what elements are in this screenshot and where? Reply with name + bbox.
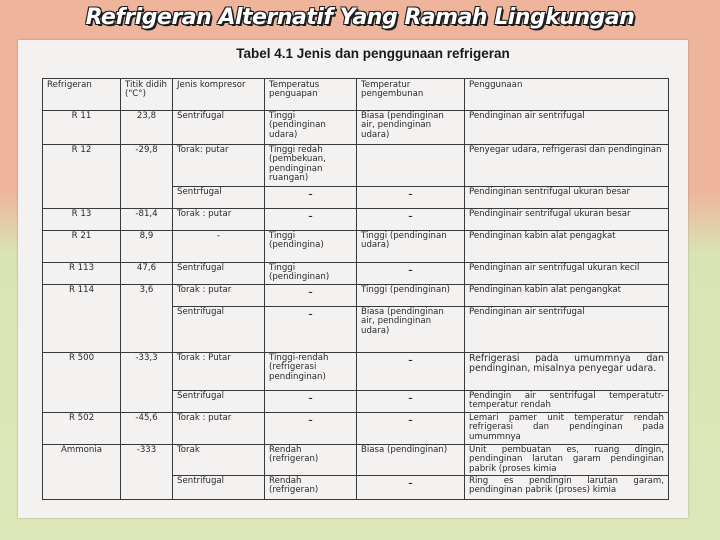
cell-pengembunan: - [357, 475, 465, 499]
table-row [43, 231, 669, 263]
header-penggunaan: Penggunaan [465, 79, 669, 111]
cell-kompresor: Torak : putar [173, 413, 265, 445]
cell-pengembunan [357, 145, 465, 187]
cell-refrigeran: R 500 [43, 353, 121, 413]
cell-kompresor: Torak [173, 445, 265, 476]
cell-penguapan: Tinggi (pendingina) [265, 231, 357, 263]
cell-kompresor: Sentrifugal [173, 263, 265, 285]
cell-titik-didih: 3,6 [121, 285, 173, 353]
header-temp-pengembunan: Temperatur pengembunan [357, 79, 465, 111]
cell-titik-didih: -29,8 [121, 145, 173, 209]
cell-penguapan: Tinggi (pendinginan udara) [265, 111, 357, 145]
cell-pengembunan: - [357, 263, 465, 285]
cell-titik-didih: -81,4 [121, 209, 173, 231]
cell-penggunaan: Pendinginan kabin alat pengagkat [465, 231, 669, 263]
cell-penggunaan: Ring es pendingin larutan garam, pendinginan pabrik (proses) kimia [465, 475, 669, 499]
cell-titik-didih: -33,3 [121, 353, 173, 413]
table-row [43, 285, 669, 307]
table-row [43, 209, 669, 231]
cell-pengembunan: - [357, 353, 465, 391]
cell-kompresor: Sentrifugal [173, 391, 265, 413]
cell-kompresor: Sentrifugal [173, 111, 265, 145]
cell-kompresor: - [173, 231, 265, 263]
cell-pengembunan: - [357, 187, 465, 209]
cell-kompresor: Torak: putar [173, 145, 265, 187]
cell-penguapan: - [265, 285, 357, 307]
cell-penguapan: Rendah (refrigeran) [265, 445, 357, 476]
header-refrigeran: Refrigeran [43, 79, 121, 111]
table-row [43, 353, 669, 391]
cell-refrigeran: R 13 [43, 209, 121, 231]
table-row [43, 263, 669, 285]
cell-refrigeran: Ammonia [43, 445, 121, 500]
cell-titik-didih: 23,8 [121, 111, 173, 145]
cell-kompresor: Torak : Putar [173, 353, 265, 391]
cell-penggunaan: Pendinginan air sentrifugal [465, 111, 669, 145]
cell-pengembunan: Tinggi (pendinginan) [357, 285, 465, 307]
cell-refrigeran: R 12 [43, 145, 121, 209]
cell-penguapan: - [265, 413, 357, 445]
header-temp-penguapan: Temperatus penguapan [265, 79, 357, 111]
header-jenis-kompresor: Jenis kompresor [173, 79, 265, 111]
cell-penggunaan: Lemari pamer unit temperatur rendah refrigerasi dan pendinginan pada umummnya [465, 413, 669, 445]
cell-penggunaan: Pendingin air sentrifugal temperatutr-temperatur rendah [465, 391, 669, 413]
cell-penggunaan: Pendinginair sentrifugal ukuran besar [465, 209, 669, 231]
cell-refrigeran: R 21 [43, 231, 121, 263]
cell-refrigeran: R 113 [43, 263, 121, 285]
cell-penggunaan: Unit pembuatan es, ruang dingin, pendinginan larutan garam pendinginan pabrik (proses kimia [465, 445, 669, 476]
cell-penggunaan: Pendinginan air sentrifugal [465, 307, 669, 353]
cell-penggunaan: Pendinginan sentrifugal ukuran besar [465, 187, 669, 209]
cell-pengembunan: Biasa (pendinginan) [357, 445, 465, 476]
cell-penggunaan: Refrigerasi pada umummnya dan pendinginan, misalnya penyegar udara. [465, 353, 669, 391]
table-row [43, 145, 669, 187]
cell-penguapan: Tinggi redah (pembekuan, pendinginan ruangan) [265, 145, 357, 187]
cell-penguapan: - [265, 307, 357, 353]
cell-penggunaan: Penyegar udara, refrigerasi dan pendinginan [465, 145, 669, 187]
cell-penguapan: Rendah (refrigeran) [265, 475, 357, 499]
cell-titik-didih: -333 [121, 445, 173, 500]
cell-penggunaan: Pendinginan kabin alat pengangkat [465, 285, 669, 307]
refrigerant-table [42, 78, 669, 500]
cell-pengembunan: - [357, 209, 465, 231]
cell-titik-didih: -45,6 [121, 413, 173, 445]
table-caption: Tabel 4.1 Jenis dan penggunaan refrigeran [236, 46, 510, 61]
cell-penguapan: Tinggi (pendinginan) [265, 263, 357, 285]
cell-pengembunan: Tinggi (pendinginan udara) [357, 231, 465, 263]
cell-pengembunan: Biasa (pendinginan air, pendinginan udara) [357, 111, 465, 145]
cell-refrigeran: R 114 [43, 285, 121, 353]
cell-penggunaan: Pendinginan air sentrifugal ukuran kecil [465, 263, 669, 285]
cell-pengembunan: Biasa (pendinginan air, pendinginan udara) [357, 307, 465, 353]
cell-penguapan: - [265, 187, 357, 209]
cell-refrigeran: R 502 [43, 413, 121, 445]
cell-pengembunan: - [357, 391, 465, 413]
cell-refrigeran: R 11 [43, 111, 121, 145]
cell-penguapan: - [265, 209, 357, 231]
cell-pengembunan: - [357, 413, 465, 445]
scanned-table-page [18, 40, 688, 518]
cell-kompresor: Torak : putar [173, 209, 265, 231]
table-header-row [43, 79, 669, 111]
cell-penguapan: - [265, 391, 357, 413]
cell-penguapan: Tinggi-rendah (refrigerasi pendinginan) [265, 353, 357, 391]
table-row [43, 111, 669, 145]
table-row [43, 413, 669, 445]
cell-kompresor: Sentrfugal [173, 187, 265, 209]
cell-kompresor: Sentrifugal [173, 475, 265, 499]
header-titik-didih: Titik didih ("C°) [121, 79, 173, 111]
cell-titik-didih: 47,6 [121, 263, 173, 285]
cell-kompresor: Sentrifugal [173, 307, 265, 353]
table-row [43, 445, 669, 476]
slide-title: Refrigeran Alternatif Yang Ramah Lingkungan [85, 5, 635, 30]
cell-kompresor: Torak : putar [173, 285, 265, 307]
cell-titik-didih: 8,9 [121, 231, 173, 263]
